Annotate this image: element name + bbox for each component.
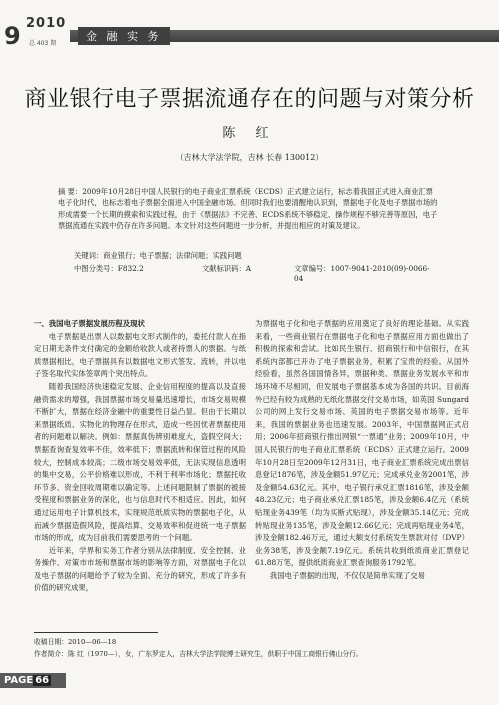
paragraph: 随着我国经济快速稳定发展、企业信用程度的提高以及直接融资需求的增强，我国票据市场交易量迅速增长，市场交易规模不断扩大，票据在经济金融中的重要性日益凸显。但由于长期以来票据纸质、实物化的物理存在形式，造成一些因忧者票据使用者的问题难以解决。例如：票据真伪辨别难度大，盗假空间大；票据查询查复效率不佳，效率低下；票据流转和保管过程的风险较大，控制成本较高；二级市场交易效率低，无法实现信息透明的集中交易，公平价格难以形成，不利于利率市场化；票据托收环节多、资金回收周期难以确定等。上述问题限制了票据的被接受程度和票据业务的深化，也与信息时代不相适应。因此，如何通过运用电子计算机技术，实现规范纸质实物的票据电子化，从而减少票据造假风险，提高结算、交易效率和促进统一电子票据市场的形成，成为目前我们需要思考的一个问题。: [34, 381, 246, 543]
keywords: 关键词：商业银行；电子票据；法律问题；实践问题: [74, 251, 242, 260]
doc-code: 文献标识码：A: [202, 264, 252, 273]
page-label: PAGE: [4, 675, 34, 686]
author-affiliation: （吉林大学法学院，吉林 长春 130012）: [175, 153, 324, 162]
section-heading: 一、我国电子票据发展历程及现状: [34, 319, 145, 328]
author-bio: 作者简介：陈 红（1970—），女，广东罗定人，吉林大学法学院博士研究生，供职于中国工商银行佛山分行。: [34, 650, 363, 658]
paragraph: 为票据电子化和电子票据的应用奠定了良好的理论基础。从实践来看，一些商业银行在票据电子化和电子票据应用方面也做出了积极的探索和尝试。比如民生银行、招商银行和中信银行，在其系统内部都已开办了电子票据业务，积累了宝贵的经验。从国外经验看，虽然各国国情各异，票据种类、票据业务发展水平和市场环境不尽相同，但发展电子票据基本成为各国的共识。目前海外已经有较为成熟的无纸化票据交付交易市场，如英国 Sungard 公司的网上发行交易市场、英国的电子票据交易市场等。近年来，我国的票据业务也迅速发展。2003年，中国票据网正式启用；2006年招商银行推出网银“一票通”业务；2009年10月，中国人民银行的电子商业汇票系统（ECDS）正式建立运行。2009年10月28日至2009年12月31日，电子商业汇票系统完成出票信息登记1876笔，涉及金额51.97亿元；完成承兑业务2001笔，涉及金额54.63亿元。其中，电子银行承兑汇票1816笔，涉及金额48.23亿元；电子商业承兑汇票185笔，涉及金额6.4亿元（系统贴现业务439笔（均为买断式贴现），涉及金额35.14亿元；完成转贴现业务135笔，涉及金额12.66亿元；完成再贴现业务4笔，涉及金额182.46万元，通过大额支付系统发生票款对付（DVP）业务38笔，涉及金额7.19亿元。系统共收到纸质商业汇票登记61.88万笔，提供纸质商业汇票查询服务1792笔。: [255, 319, 469, 568]
footnote-rule: [34, 632, 158, 633]
body-left-column: [34, 318, 246, 595]
abstract: 摘 要：2009年10月28日中国人民银行的电子商业汇票系统（ECDS）正式建立运行，标志着我国正式进入商业汇票电子化时代，也标志着电子票据全面进入中国金融市场。但同时我们也要清醒地认识到，票据电子化及电子票据市场的形成需要一个长期的摸索和实践过程，由于《票据法》不完善、ECDS系统不够稳定、操作规程不够完善等原因，电子票据流通在实践中仍存在许多问题。本文针对这些问题进一步分析，并提出相应的对策及建议。: [58, 187, 438, 230]
column-band: [70, 30, 499, 42]
body-right-column: [255, 318, 469, 582]
paragraph: 我国电子票据的出现，不仅仅是简单实现了交易: [269, 570, 426, 580]
issue-total: 总 403 期: [29, 40, 57, 47]
paragraph: 电子票据是出票人以数据电文形式制作的，委托付款人在指定日期无条件支付确定的金额给收款人或者持票人的票据。与纸质票据相比，电子票据具有以数据电文形式签发、流转，并以电子签名取代实体签章两个突出特点。: [34, 331, 246, 379]
author-name: 陈 红: [222, 126, 277, 141]
paragraph: 近年来，学界和实务工作者分别从法律制度、安全控制、业务操作、对策市市场和票据市场的影响等方面，对票据电子化以及电子票据的问题给予了较为全面、充分的研究，形成了许多有价值的研究成果，: [34, 545, 246, 593]
article-number: 文章编号：1007-9041-2010(09)-0066-04: [294, 264, 430, 283]
received-date: 收稿日期：2010—06—18: [34, 638, 117, 646]
column-label: 金 融 实 务: [78, 27, 170, 45]
masthead: [0, 0, 499, 56]
issue-number: 9: [4, 22, 21, 50]
page-number: 66: [35, 675, 50, 686]
article-title: 商业银行电子票据流通存在的问题与对策分析: [24, 87, 475, 112]
clc-code: 中图分类号：F832.2: [74, 264, 144, 273]
issue-year: 2010: [26, 16, 67, 31]
page-number-tag: [0, 673, 66, 688]
